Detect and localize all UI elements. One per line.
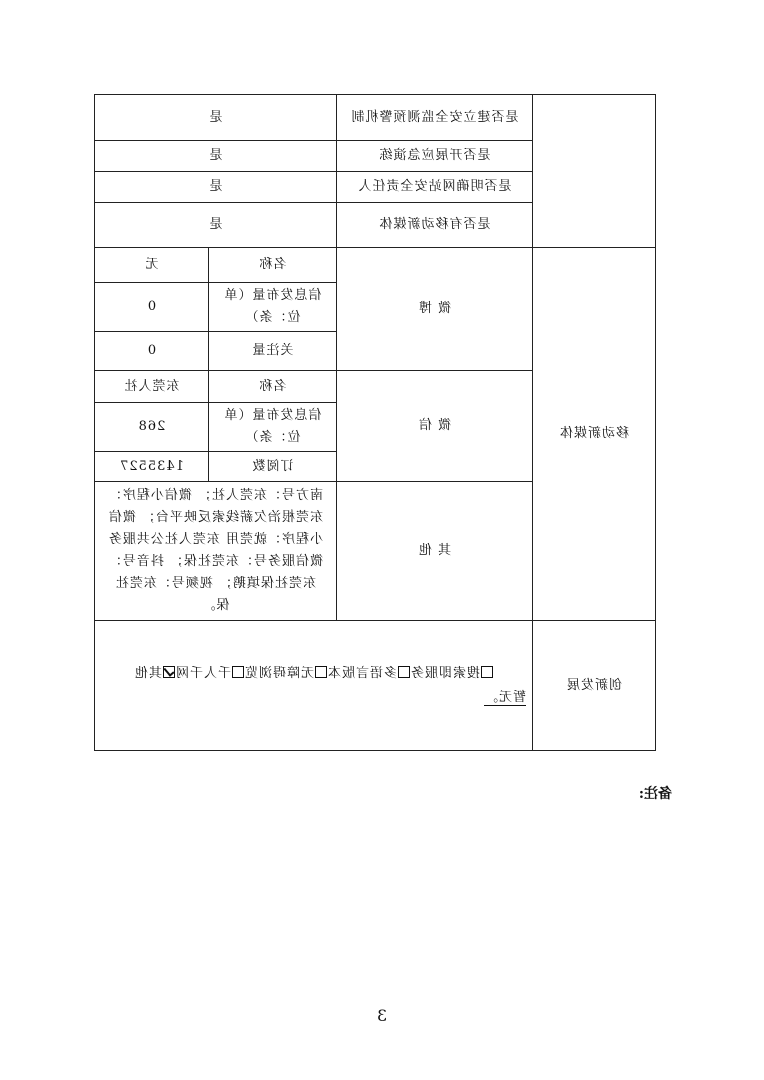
media-value: 是 (94, 203, 336, 248)
page-number: 3 (376, 1006, 388, 1025)
monitor-label: 是否建立安全监测预警机制 (337, 95, 533, 141)
wechat-name-label: 名称 (209, 371, 337, 403)
innovation-note: 暂无。 (483, 689, 526, 705)
checkbox-icon[interactable] (481, 666, 493, 678)
checkbox-icon[interactable] (232, 666, 244, 678)
weibo-posts-value: 0 (94, 283, 208, 332)
weibo-follow-value: 0 (94, 332, 208, 371)
drill-label: 是否开展应急演练 (337, 141, 533, 172)
remark-label: 备注: (638, 786, 672, 802)
table-row (94, 95, 655, 141)
monitor-value: 是 (94, 95, 336, 141)
table-row (94, 248, 655, 283)
wechat-posts-value: 268 (94, 403, 208, 452)
wechat-posts-label: 信息发布量（单位：条） (209, 403, 337, 452)
mobile-media-section: 移动新媒体 (533, 248, 656, 621)
media-label: 是否有移动新媒体 (337, 203, 533, 248)
table-row (94, 621, 655, 751)
innovation-option[interactable]: 多语言版本 (327, 666, 410, 681)
weibo-title: 微 博 (337, 248, 533, 371)
other-text: 南方号：东莞人社； 微信小程序：东莞根治欠薪线索反映平台； 微信小程序：就莞用 东莞人社公共服务 微信服务号：东莞社保； 抖音号：东莞社保填鹅； 视频号：东莞社保。 (94, 482, 336, 621)
innovation-option[interactable]: 搜索即服务 (410, 666, 493, 681)
wechat-subs-label: 订阅数 (209, 452, 337, 482)
owner-label: 是否明确网站安全责任人 (337, 172, 533, 203)
innovation-option[interactable]: 千人千网 (175, 666, 244, 681)
checkbox-icon[interactable] (315, 666, 327, 678)
weibo-name-value: 无 (94, 248, 208, 283)
checked-checkbox-icon[interactable] (163, 666, 175, 678)
innovation-option[interactable]: 其他 (134, 666, 175, 681)
weibo-follow-label: 关注量 (209, 332, 337, 371)
checkbox-icon[interactable] (398, 666, 410, 678)
wechat-title: 微 信 (337, 371, 533, 482)
weibo-posts-label: 信息发布量（单位：条） (209, 283, 337, 332)
website-info-table (94, 94, 656, 751)
wechat-subs-value: 1435527 (94, 452, 208, 482)
blank-section-cell (533, 95, 656, 248)
other-title: 其 他 (337, 482, 533, 621)
owner-value: 是 (94, 172, 336, 203)
innovation-option[interactable]: 无障碍浏览 (244, 666, 327, 681)
innovation-options (94, 621, 532, 751)
weibo-name-label: 名称 (209, 248, 337, 283)
innovation-label: 创新发展 (533, 621, 656, 751)
wechat-name-value: 东莞人社 (94, 371, 208, 403)
drill-value: 是 (94, 141, 336, 172)
